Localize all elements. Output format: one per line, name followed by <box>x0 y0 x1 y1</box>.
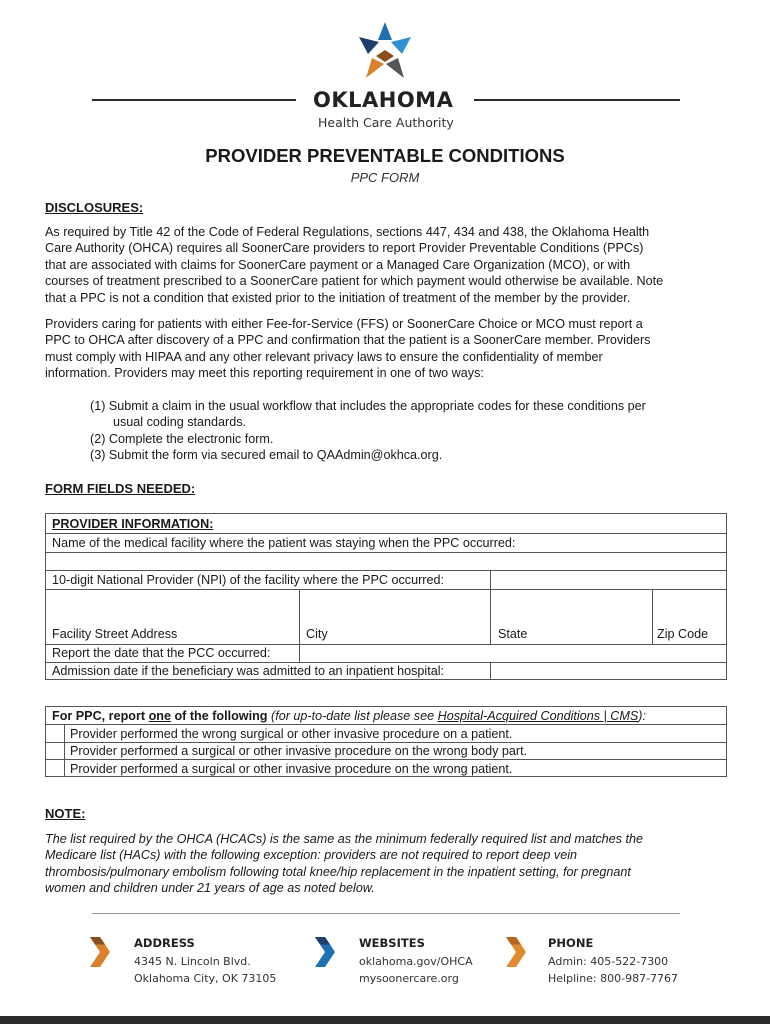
reporting-ways-list <box>90 398 740 464</box>
ppc-lead-text: For PPC, report <box>52 709 149 723</box>
ppc-lead-note: ): <box>638 709 646 723</box>
page-subtitle: PPC FORM <box>350 170 420 185</box>
logo-star-point-top <box>378 22 392 40</box>
text-line: information. Providers may meet this reporting requirement in one of two ways: <box>45 366 484 381</box>
ppc-option-checkbox[interactable] <box>46 743 64 759</box>
text-line: women and children under 21 years of age as noted below. <box>45 881 375 896</box>
list-item: (1) Submit a claim in the usual workflow that includes the appropriate codes for these conditions per <box>90 399 646 413</box>
npi-label: 10-digit National Provider (NPI) of the facility where the PPC occurred: <box>52 573 444 587</box>
website-link-ohca[interactable]: oklahoma.gov/OHCA <box>359 955 473 968</box>
phone-heading: PHONE <box>548 936 594 950</box>
ppc-option-label: Provider performed a surgical or other invasive procedure on the wrong body part. <box>70 744 528 758</box>
text-line: PPC to OHCA after discovery of a PPC and confirmation that the patient is a SoonerCare member. Providers <box>45 333 651 348</box>
logo-star-point-left <box>359 37 379 54</box>
facility-name-label: Name of the medical facility where the patient was staying when the PPC occurred: <box>52 536 516 550</box>
address-chevron-icon <box>88 935 112 969</box>
city-label: City <box>306 627 328 641</box>
provider-info-heading: PROVIDER INFORMATION: <box>52 517 214 531</box>
cms-hac-link[interactable]: Hospital-Acquired Conditions | CMS <box>437 709 639 723</box>
state-field[interactable] <box>491 590 652 626</box>
ppc-lead-note: (for up-to-date list please see <box>267 709 438 723</box>
text-line: must comply with HIPAA and any other relevant privacy laws to ensure the confidentiality of member <box>45 349 603 364</box>
disclosures-heading: DISCLOSURES: <box>45 200 144 215</box>
table-rule <box>45 759 727 760</box>
phone-helpline: Helpline: 800-987-7767 <box>548 972 679 985</box>
ohca-star-logo <box>354 20 416 82</box>
disclosures-paragraph-1 <box>45 224 735 306</box>
logo-star-point-bottom-right <box>386 58 404 78</box>
admission-date-label: Admission date if the beneficiary was admitted to an inpatient hospital: <box>52 664 445 678</box>
text-line: courses of treatment prescribed to a SoonerCare patient for which payment would otherwise be available. Note <box>45 274 664 289</box>
org-name: OKLAHOMA <box>313 88 454 112</box>
street-address-label: Facility Street Address <box>52 627 178 641</box>
text-line: As required by Title 42 of the Code of Federal Regulations, sections 447, 434 and 438, the Oklahoma Health <box>45 225 650 239</box>
header-rule-left <box>92 99 296 101</box>
zip-code-field[interactable] <box>653 590 726 626</box>
list-item-continuation: usual coding standards. <box>113 415 247 430</box>
state-label: State <box>498 627 528 641</box>
table-col-rule <box>64 724 65 777</box>
list-item: (2) Complete the electronic form. <box>90 431 274 446</box>
websites-heading: WEBSITES <box>359 936 425 950</box>
disclosures-paragraph-2 <box>45 316 735 382</box>
report-date-field[interactable] <box>300 645 726 662</box>
npi-field[interactable] <box>491 571 726 589</box>
ppc-instructions <box>52 708 646 724</box>
text-line: thrombosis/pulmonary embolism following total knee/hip replacement in the inpatient setting, for pregnant <box>45 864 631 879</box>
form-fields-heading: FORM FIELDS NEEDED: <box>45 481 196 496</box>
city-field[interactable] <box>300 590 490 626</box>
note-heading: NOTE: <box>45 806 86 821</box>
text-line: that a PPC is not a condition that existed prior to the initiation of treatment of the member by the provider. <box>45 290 631 305</box>
ppc-lead-text: of the following <box>170 709 268 723</box>
zip-code-label: Zip Code <box>657 627 709 641</box>
ppc-option-label: Provider performed the wrong surgical or other invasive procedure on a patient. <box>70 727 513 741</box>
footer-bar <box>0 1016 770 1024</box>
admission-date-field[interactable] <box>491 663 726 680</box>
logo-star-point-bottom-left <box>366 58 384 78</box>
note-body <box>45 831 745 897</box>
street-address-field[interactable] <box>46 590 299 626</box>
phone-chevron-icon <box>504 935 528 969</box>
list-item: (3) Submit the form via secured email to QAAdmin@okhca.org. <box>90 448 443 463</box>
page-title: PROVIDER PREVENTABLE CONDITIONS <box>205 145 565 166</box>
header-rule-right <box>474 99 680 101</box>
ppc-option-checkbox[interactable] <box>46 725 64 742</box>
text-line: Medicare list (HACs) with the following exception: providers are not required to report deep vein <box>45 848 577 863</box>
website-link-soonercare[interactable]: mysoonercare.org <box>359 972 459 985</box>
ppc-option-checkbox[interactable] <box>46 760 64 777</box>
footer-divider <box>92 913 680 914</box>
ppc-lead-emphasis: one <box>148 709 171 723</box>
org-subtitle: Health Care Authority <box>318 115 454 130</box>
text-line: Care Authority (OHCA) requires all SoonerCare providers to report Provider Preventable Conditions (PPCs) <box>45 241 644 256</box>
table-rule <box>45 724 727 725</box>
ppc-option-label: Provider performed a surgical or other invasive procedure on the wrong patient. <box>70 762 513 776</box>
table-rule <box>45 533 727 534</box>
facility-name-field[interactable] <box>46 553 726 570</box>
report-date-label: Report the date that the PCC occurred: <box>52 646 271 660</box>
address-heading: ADDRESS <box>134 936 195 950</box>
logo-star-center <box>376 50 394 62</box>
text-line: Providers caring for patients with either Fee-for-Service (FFS) or SoonerCare Choice or MCO must report a <box>45 317 643 331</box>
address-line-2: Oklahoma City, OK 73105 <box>134 972 277 985</box>
phone-admin: Admin: 405-522-7300 <box>548 955 669 968</box>
logo-star-point-right <box>391 37 411 54</box>
text-line: The list required by the OHCA (HCACs) is the same as the minimum federally required list and matches the <box>45 832 643 846</box>
address-line-1: 4345 N. Lincoln Blvd. <box>134 955 251 968</box>
text-line: that are associated with claims for SoonerCare payment or a Managed Care Organization (MCO), or with <box>45 257 631 272</box>
websites-chevron-icon <box>313 935 337 969</box>
